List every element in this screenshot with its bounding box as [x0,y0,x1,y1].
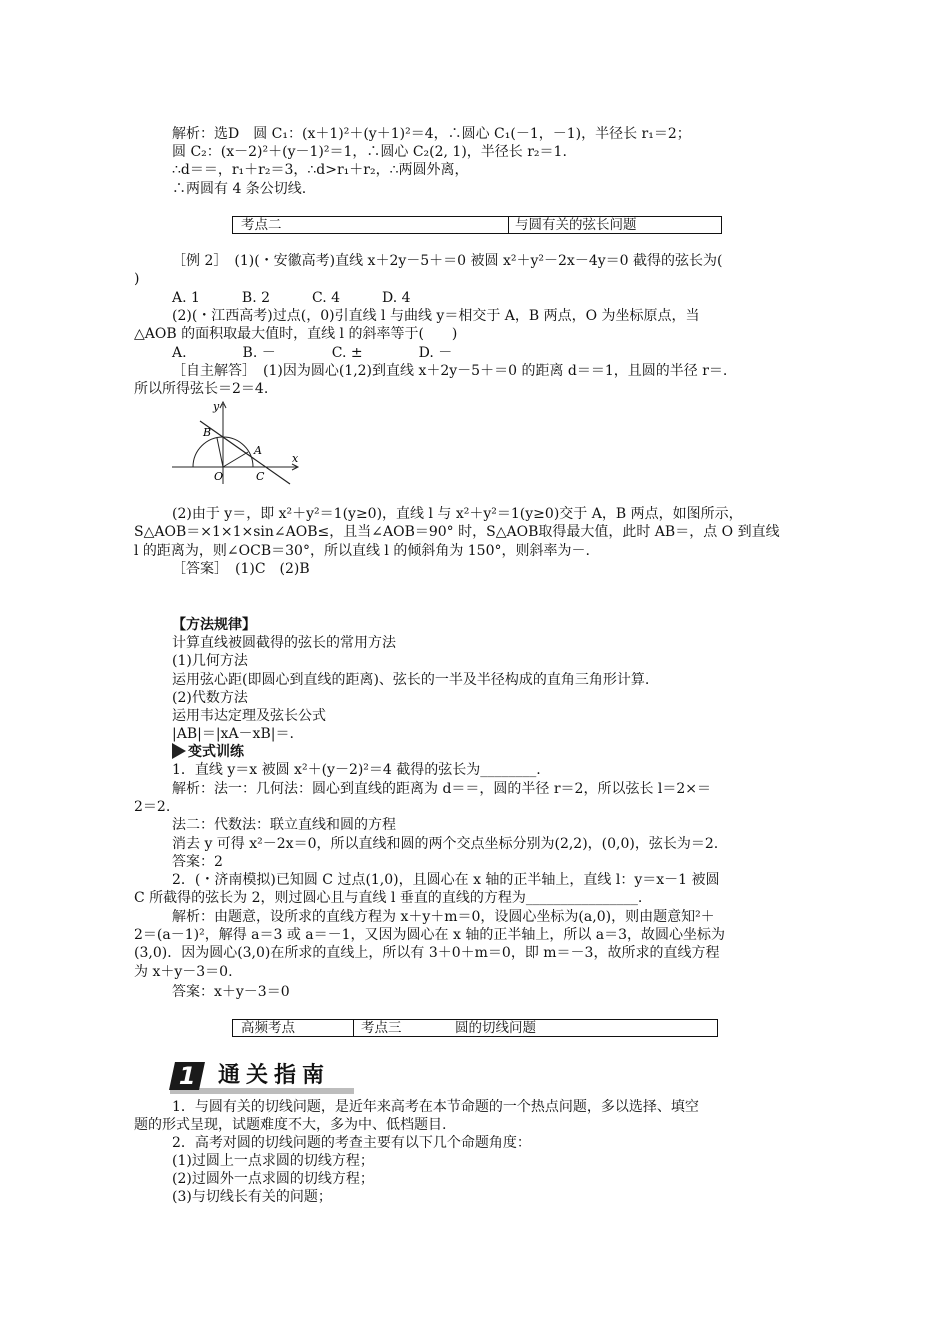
segment-OA [223,452,248,467]
box-cell: 圆的切线问题 [455,1020,536,1036]
line: 2．(・济南模拟)已知圆 C 过点(1,0)，且圆心在 x 轴的正半轴上，直线 l：y＝x－1 被圆 [172,872,720,888]
line: (3,0)．因为圆心(3,0)在所求的直线上，所以有 3＋0＋m＝0，即 m＝－3，故所求的直线方程 [134,945,720,961]
label-O: O [214,470,224,483]
line: 法二：代数法：联立直线和圆的方程 [172,817,396,833]
box-cell: 与圆有关的弦长问题 [515,217,637,233]
line: |AB|＝|xA－xB|＝. [172,726,294,742]
guide-banner [170,1062,354,1094]
line: (1)过圆上一点求圆的切线方程； [172,1153,374,1169]
section-box-topic-2 [232,216,722,234]
box-divider [353,1020,354,1036]
play-triangle-icon [172,743,186,759]
line: C 所截得的弦长为 2，则过圆心且与直线 l 垂直的直线的方程为________________. [134,890,643,906]
semicircle-chord-figure [170,398,310,488]
line: 答案：x＋y－3＝0 [172,984,290,1000]
line: ∴两圆有 4 条公切线. [172,181,307,197]
line: ［例 2］ (1)(・安徽高考)直线 x＋2y－5＋＝0 被圆 x²＋y²－2x－4y＝0 截得的弦长为( [172,253,723,269]
line: 解析：选D 圆 C₁：(x＋1)²＋(y＋1)²＝4，∴圆心 C₁(－1，－1)，半径长 r₁＝2； [172,126,691,142]
label-B: B [203,426,212,439]
line: (2)代数方法 [172,690,248,706]
method-heading: 【方法规律】 [172,617,256,633]
line: l 的距离为，则∠OCB＝30°，所以直线 l 的倾斜角为 150°，则斜率为－. [134,543,590,559]
practice-heading [172,743,244,761]
line: 为 x＋y－3＝0. [134,964,233,980]
line: 1．直线 y＝x 被圆 x²＋(y－2)²＝4 截得的弦长为________. [172,762,541,778]
line: (1)几何方法 [172,653,248,669]
box-divider [508,217,509,233]
line: S△AOB＝×1×1×sin∠AOB≤，且当∠AOB＝90° 时，S△AOB取得最大值，此时 AB＝，点 O 到直线 [134,524,780,540]
line: ［答案］ (1)C (2)B [172,561,310,577]
label-A: A [254,444,262,457]
label-y: y [213,400,220,413]
line: 题的形式呈现，试题难度不大，多为中、低档题目. [134,1117,447,1133]
line: 2＝(a－1)²，解得 a＝3 或 a＝－1，又因为圆心在 x 轴的正半轴上，所以 a＝3，故圆心坐标为 [134,927,726,943]
line: 消去 y 可得 x²－2x＝0，所以直线和圆的两个交点坐标分别为(2,2)，(0,0)，弦长为＝2. [172,836,719,852]
label-C: C [256,470,265,483]
line: 所以所得弦长＝2＝4. [134,381,269,397]
line: 解析：由题意，设所求的直线方程为 x＋y＋m＝0，设圆心坐标为(a,0)，则由题意知²＋ [172,909,715,925]
banner-title: 通关指南 [218,1063,331,1088]
line: △AOB 的面积取最大值时，直线 l 的斜率等于( ) [134,326,458,342]
box-cell: 考点三 [361,1020,402,1036]
segment-OB [217,438,223,467]
practice-heading-text: 变式训练 [188,744,244,760]
line: ∴d＝＝，r₁＋r₂＝3，∴d>r₁＋r₂，∴两圆外离， [172,162,469,178]
line: (3)与切线长有关的问题； [172,1189,332,1205]
line: 2．高考对圆的切线问题的考查主要有以下几个命题角度： [172,1135,531,1151]
box-cell: 考点二 [241,217,282,233]
line: A. 1 B. 2 C. 4 D. 4 [172,290,411,306]
line: 1．与圆有关的切线问题，是近年来高考在本节命题的一个热点问题，多以选择、填空 [172,1099,699,1115]
line: (2)过圆外一点求圆的切线方程； [172,1171,374,1187]
line: 运用弦心距(即圆心到直线的距离)、弦长的一半及半径构成的直角三角形计算. [172,672,650,688]
line: 计算直线被圆截得的弦长的常用方法 [172,635,396,651]
line: 解析：法一：几何法：圆心到直线的距离为 d＝＝，圆的半径 r＝2，所以弦长 l＝2×＝ [172,781,712,797]
label-x: x [292,452,299,465]
line: (2)(・江西高考)过点(，0)引直线 l 与曲线 y＝相交于 A，B 两点，O 为坐标原点，当 [172,308,700,324]
section-box-topic-3 [232,1019,718,1037]
line: 运用韦达定理及弦长公式 [172,708,326,724]
line: ［自主解答］ (1)因为圆心(1,2)到直线 x＋2y－5＋＝0 的距离 d＝＝1，且圆的半径 r＝. [172,363,728,379]
line: 2＝2. [134,799,171,815]
line: ) [134,271,140,287]
line: A. B. － C. ± D. － [172,345,453,361]
line: 圆 C₂：(x－2)²＋(y－1)²＝1，∴圆心 C₂(2, 1)，半径长 r₂＝1. [172,144,567,160]
line: 答案：2 [172,854,223,870]
box-cell: 高频考点 [241,1020,295,1036]
line: (2)由于 y＝，即 x²＋y²＝1(y≥0)，直线 l 与 x²＋y²＝1(y≥0)交于 A，B 两点，如图所示， [172,506,743,522]
banner-number: 1 [169,1062,205,1090]
